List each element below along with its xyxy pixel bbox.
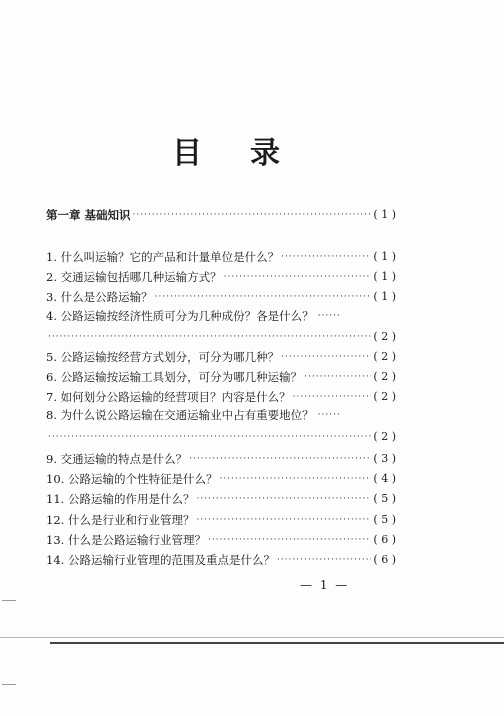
- dot-leader: [155, 288, 372, 306]
- toc-entry-3[interactable]: [46, 288, 396, 306]
- toc-page-number: ( 1 ): [373, 290, 396, 303]
- toc-entry-6[interactable]: [46, 368, 396, 386]
- toc-page-number: ( 5 ): [373, 492, 396, 505]
- scan-bottom-border: [50, 642, 504, 644]
- toc-entry-text: 8. 为什么说公路运输在交通运输业中占有重要地位？: [46, 408, 314, 422]
- toc-entry-2[interactable]: [46, 268, 396, 286]
- title-char-1: 目: [172, 136, 204, 171]
- dot-leader: [196, 490, 371, 508]
- toc-entry-text: 5. 公路运输按经营方式划分，可分为哪几种？: [46, 350, 280, 364]
- toc-entry-9[interactable]: [46, 450, 396, 468]
- dot-leader: [48, 328, 371, 346]
- toc-entry-1[interactable]: [46, 248, 396, 266]
- dot-leader: [293, 388, 372, 406]
- toc-entry-13[interactable]: [46, 531, 396, 549]
- toc-page-number: ( 6 ): [373, 533, 396, 546]
- scan-edge-line: [0, 637, 504, 638]
- toc-page-number: ( 2 ): [373, 370, 396, 383]
- toc-entry-text: 4. 公路运输按经济性质可分为几种成份？各是什么？: [46, 309, 314, 323]
- toc-entry-10[interactable]: [46, 470, 396, 488]
- toc-page-number: ( 4 ): [373, 472, 396, 485]
- toc-page-number: ( 6 ): [373, 553, 396, 566]
- toc-entry-4-continuation[interactable]: [46, 328, 396, 346]
- toc-entry-8-continuation[interactable]: [46, 428, 396, 446]
- dot-leader: [304, 368, 371, 386]
- dot-leader: [133, 206, 372, 224]
- toc-entry-5[interactable]: [46, 348, 396, 366]
- scan-edge-mark: [2, 684, 16, 685]
- page-number: — 1 —: [300, 578, 350, 592]
- toc-entry-text: 1. 什么叫运输？它的产品和计量单位是什么？: [46, 250, 280, 264]
- dot-leader: [277, 551, 371, 569]
- dot-leader: [48, 428, 371, 446]
- dot-leader: [281, 348, 371, 366]
- toc-entry-text: 第一章 基础知识: [46, 208, 131, 222]
- toc-page-number: ( 1 ): [373, 208, 396, 221]
- toc-page-number: ( 2 ): [373, 430, 396, 443]
- dot-leader: [189, 450, 371, 468]
- toc-chapter-1[interactable]: [46, 206, 396, 224]
- toc-entry-text: 9. 交通运输的特点是什么？: [46, 452, 188, 466]
- toc-entry-14[interactable]: [46, 551, 396, 569]
- dot-leader: [196, 511, 371, 529]
- dot-leader: [281, 248, 371, 266]
- toc-entry-text: 2. 交通运输包括哪几种运输方式？: [46, 270, 222, 284]
- toc-entry-8[interactable]: [46, 406, 396, 424]
- toc-entry-text: 14. 公路运输行业管理的范围及重点是什么？: [46, 553, 275, 567]
- toc-page-number: ( 3 ): [373, 452, 396, 465]
- dot-leader: ······: [317, 311, 341, 321]
- toc-entry-text: 12. 什么是行业和行业管理？: [46, 513, 195, 527]
- toc-entry-12[interactable]: [46, 511, 396, 529]
- toc-entry-4[interactable]: [46, 307, 396, 325]
- title-char-2: 录: [250, 136, 282, 171]
- toc-page-number: ( 2 ): [373, 330, 396, 343]
- dot-leader: [224, 268, 372, 286]
- scan-edge-mark: [2, 600, 16, 601]
- toc-page-number: ( 1 ): [373, 270, 396, 283]
- dot-leader: [219, 470, 371, 488]
- toc-entry-text: 6. 公路运输按运输工具划分，可分为哪几种运输？: [46, 370, 303, 384]
- toc-entry-7[interactable]: [46, 388, 396, 406]
- toc-page-number: ( 2 ): [373, 350, 396, 363]
- toc-entry-text: 13. 什么是公路运输行业管理？: [46, 533, 206, 547]
- dot-leader: ······: [317, 410, 341, 420]
- toc-page-number: ( 5 ): [373, 513, 396, 526]
- toc-entry-11[interactable]: [46, 490, 396, 508]
- toc-page-number: ( 2 ): [373, 390, 396, 403]
- toc-entry-text: 11. 公路运输的作用是什么？: [46, 492, 195, 506]
- toc-entry-text: 7. 如何划分公路运输的经营项目？内容是什么？: [46, 390, 291, 404]
- toc-entry-text: 3. 什么是公路运输？: [46, 290, 153, 304]
- toc-entry-text: 10. 公路运输的个性特征是什么？: [46, 472, 218, 486]
- dot-leader: [208, 531, 371, 549]
- toc-page-number: ( 1 ): [373, 250, 396, 263]
